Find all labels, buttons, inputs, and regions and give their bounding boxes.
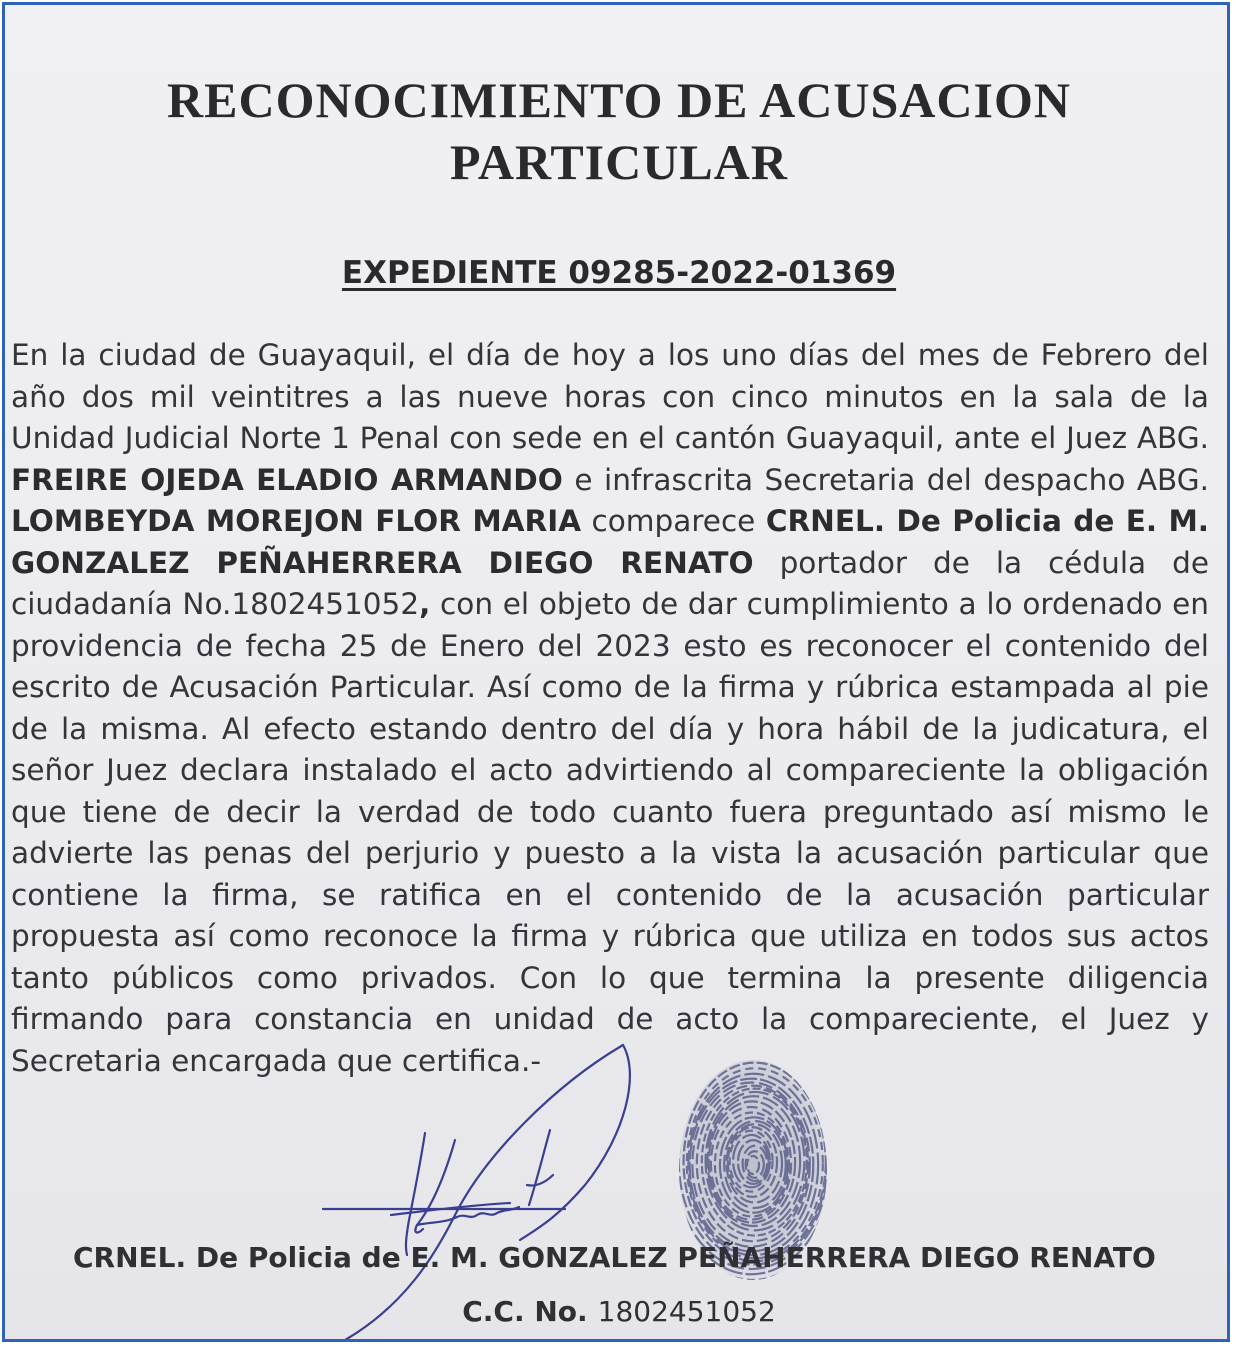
id-number-label: C.C. No. — [462, 1295, 588, 1328]
body-part-3: comparece — [581, 504, 766, 538]
signer-name: CRNEL. De Policia de E. M. GONZALEZ PEÑAHERRERA DIEGO RENATO — [73, 1241, 1156, 1274]
document-page — [2, 2, 1230, 1342]
secretary-name: LOMBEYDA MOREJON FLOR MARIA — [11, 504, 582, 538]
body-comma: , — [419, 587, 431, 621]
body-part-4: portador de la cédula de ciudadanía No.1802451052 — [11, 545, 1209, 621]
expediente-number: EXPEDIENTE 09285-2022-01369 — [341, 255, 897, 291]
document-title-line2: PARTICULAR — [450, 134, 788, 190]
appearing-party-name: CRNEL. De Policia de E. M. GONZALEZ PEÑAHERRERA DIEGO RENATO — [11, 504, 1210, 580]
id-number-line — [5, 1295, 1230, 1328]
handwritten-signature — [305, 1015, 725, 1342]
document-title-line1: RECONOCIMIENTO DE ACUSACION — [167, 72, 1071, 128]
judge-name: FREIRE OJEDA ELADIO ARMANDO — [11, 462, 563, 497]
document-body — [11, 335, 1209, 1082]
id-number-value: 1802451052 — [597, 1295, 776, 1328]
body-part-1: En la ciudad de Guayaquil, el día de hoy a los uno días del mes de Febrero del año dos mil veintitres a las nueve horas con cinco minutos en la sala de la Unidad Judicial Norte 1 Penal con sede en el cantón Guayaquil, ante el Juez ABG. — [11, 338, 1209, 455]
body-part-2: e infrascrita Secretaria del despacho ABG. — [562, 462, 1209, 497]
body-part-5: con el objeto de dar cumplimiento a lo ordenado en providencia de fecha 25 de Enero del 2023 esto es reconocer el contenido del escrito de Acusación Particular. Así como de la firma y rúbrica estampada al pie de la misma. Al efecto estando dentro del día y hora hábil de la judicatura, el señor Juez declara instalado el acto advirtiendo al compareciente la obligación que tiene de decir la verdad de todo cuanto fuera preguntado así mismo le advierte las penas del perjurio y puesto a la vista la acusación particular que contiene la firma, se ratifica en el contenido de la acusación particular propuesta así como reconoce la firma y rúbrica que utiliza en todos sus actos tanto públicos como privados. Con lo que termina la presente diligencia firmando para constancia en unidad de acto la compareciente, el Juez y Secretaria encargada que certifica.- — [11, 587, 1209, 1078]
